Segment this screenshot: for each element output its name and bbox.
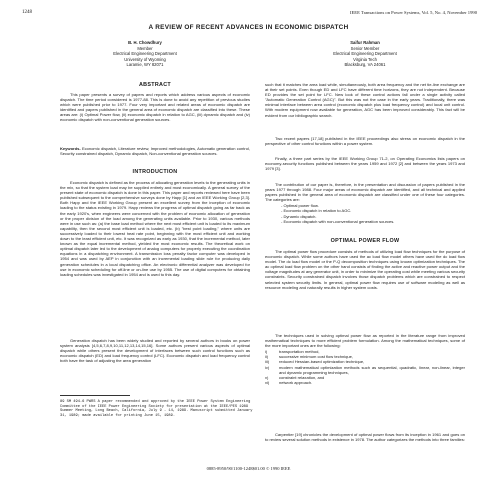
opf-body-1 — [265, 249, 465, 290]
author-name: Saifur Rahman — [350, 40, 380, 45]
page-number: 1248 — [22, 10, 32, 15]
opf-paragraph-2: The techniques used in solving optimal power flow as reported in the literature range from improved mathematical techniques to more efficient problem formulation. Among the mathematical techniques, some of the more important ones are the following: — [265, 333, 465, 349]
opf-heading: OPTIMAL POWER FLOW — [330, 238, 400, 244]
list-item: vi) network approach. — [265, 379, 313, 385]
right-column-p3 — [265, 156, 465, 171]
abstract-body — [60, 92, 250, 123]
opf-paragraph-3: Carpentier [19] chronicles the development of optimal power flows from its inception in 1961 and goes on to review several solution methods in existence in 1978. The author categorizes the methods into three families: — [265, 432, 465, 443]
keywords-block — [60, 146, 250, 156]
introduction-paragraph-1: Economic dispatch is defined as the process of allocating generation levels to the generating units in the mix, so that the system load may be supplied entirely and most economically. A general survey of the present state of economic dispatch is done in this paper. This paper and reports reviewed here have been published subsequent to the comprehensive surveys done by Happ [1] and an IEEE Working Group [2,3]. Both Happ and the IEEE Working Group present an excellent survey from the inception of economic loading to the status existing in 1979. Happ reviews the progress of optimal dispatch going as far back as the early 1920's, when engineers were concerned with the problem of economic allocation of generation or the proper division of the load among the generating units available. Prior to 1930, various methods were in use such as: (a) the base load method where the next most efficient unit is loaded to its maximum capability, then the second most efficient unit is loaded, etc. (b) "best point loading," where units are successively loaded to their lowest heat rate point, beginning with the most efficient unit and working down to the least efficient unit, etc. It was recognized as early as 1930, that the incremental method, later known as the equal incremental method, yielded the most economic results. The theoretical work on optimal dispatch later led to the development of analog computers for properly executing the coordination equations in a dispatching environment. A transmission loss penalty factor computer was developed in 1954 and was used by AEP in conjunction with an incremental loading slide rule for producing daily generation schedules in a local dispatching office. An electronic differential analyzer was developed for use in economic scheduling for off-line or on-line use by 1955. The use of digital computers for obtaining loading schedules was investigated in 1954 and is used to this day. — [60, 180, 250, 277]
list-item: - Dynamic dispatch. — [281, 213, 317, 219]
technique-list — [265, 349, 465, 385]
keywords-text: Economic dispatch, Literature review, Improved methodologies, Automatic generation control, Security constrained dispatch, Dynamic dispatch, Non-conventional generation sources. — [60, 146, 251, 157]
journal-header: IEEE Transactions on Power Systems, Vol. 5, No. 4, November 1990 — [349, 10, 477, 15]
list-item: - Optimal power flow. — [281, 203, 319, 209]
author-dept: Electrical Engineering Department — [333, 51, 397, 57]
introduction-body — [60, 180, 250, 277]
author-block-1 — [80, 40, 210, 68]
right-paragraph-2: Two recent papers [17,18] published in the IEEE proceedings also stress on economic dispatch in the perspective of other control functions within a power system. — [265, 136, 465, 147]
author-org: University of Wyoming — [124, 56, 166, 62]
right-column-top — [265, 82, 465, 118]
author-role: Member — [137, 45, 153, 51]
list-item: iv) modern mathematical optimization methods such as sequential, quadratic, linear, non-linear, integer and dynamic programming techniques, — [265, 364, 465, 375]
introduction-body-2 — [60, 338, 250, 363]
author-org: Virginia Tech — [353, 56, 377, 62]
category-list — [281, 203, 465, 223]
list-item: - Economic dispatch in relation to AGC. — [281, 208, 352, 214]
list-item: iii) reduced Hessian-based optimization technique, — [265, 359, 365, 365]
list-item: ii) successive minimum cost flow technique, — [265, 354, 353, 360]
right-column-p2 — [265, 136, 465, 146]
paper-title: A REVIEW OF RECENT ADVANCES IN ECONOMIC DISPATCH — [148, 24, 349, 31]
right-column-p4 — [265, 182, 465, 224]
author-location: Laramie, WY 82071 — [126, 62, 164, 68]
author-location: Blacksburg, VA 24061 — [344, 62, 386, 68]
author-dept: Electrical Engineering Department — [113, 51, 177, 57]
copyright-line: 0885-8950/90/1100-1248$01.00 © 1990 IEEE — [206, 466, 291, 471]
introduction-paragraph-2: Generation dispatch has been widely studied and reported by several authors in books on power system analysis [4,5,6,7,8,9,10,11,12,13,14,15,16]. Some authors present various aspects of optimal dispatch while others present the development of interfaces between such control functions such as economic dispatch (ED) and load frequency control (LFC). Economic dispatch and load frequency control both have the task of adjusting the area generation — [60, 338, 250, 364]
introduction-heading: INTRODUCTION — [132, 169, 178, 175]
author-block-2 — [300, 40, 430, 68]
opf-body-3 — [265, 432, 465, 442]
abstract-text: This paper presents a survey of papers and reports which address various aspects of economic dispatch. The time period considered is 1977-88. This is done to avoid any repetition of previous studies which were published prior to 1977. Four very important and related areas of economic dispatch are identified and papers published in the general area of economic dispatch are classified into these. These areas are: (i) Optimal Power flow, (ii) economic dispatch in relation to AGC, (iii) dynamic dispatch and (iv) economic dispatch with non-conventional generation sources. — [60, 92, 250, 123]
keywords-label: Keywords- — [60, 146, 81, 151]
abstract-heading: ABSTRACT — [138, 82, 172, 88]
right-paragraph-3: Finally, a three part series by the IEEE Working Group 71-2, on Operating Economics lists papers on economy-security functions published between the years 1959 and 1972 [2] and between the years 1973 and 1979 [3]. — [265, 156, 465, 172]
list-item: i) transportation method, — [265, 349, 320, 355]
list-item: - Economic dispatch with non-conventional generation sources. — [281, 218, 395, 224]
footnote: 89 SM 494-6 PWRS A paper recommended and approved by the IEEE Power System Engineering Committee of the IEEE Power Engineering Society for presentation at the IEEE/PES 1989 Summer Meeting, Long Beach, California, July 9 - 14, 1989. Manuscript submitted January 31, 1989; made available for printing June 15, 1989. — [60, 400, 253, 418]
author-name: B. H. Chowdhury — [128, 40, 162, 45]
opf-paragraph-1: The optimal power flow procedure consists of methods of utilizing load flow techniques for the purpose of economic dispatch. While some authors have used the ac load flow model others have used the dc load flow model. The dc load flow model or the P-Q decomposition techniques using known optimization techniques. The ac optimal load flow problem on the other hand consists of finding the active and reactive power output and the voltage magnitudes at any generator unit, in order to minimize the operating cost while meeting various security constraints. Security constrained dispatch involves those dispatch problems which are constrained to respect selected system security limits. In general, optimal power flow requires use of software modeling as well as resource modeling and naturally results in higher system costs. — [265, 249, 465, 290]
opf-body-2 — [265, 333, 465, 385]
right-paragraph-4: The contribution of our paper is, therefore, in the presentation and discussion of papers published in the years 1977 through 1988. Four major areas of economic dispatch are identified, and all technical and applied papers published in the general area of economic dispatch are classified under one of these four categories. The categories are: — [265, 182, 465, 203]
author-role: Senior Member — [350, 45, 380, 51]
list-item: v) constraint relaxation, and — [265, 374, 325, 380]
right-paragraph-1: such that it matches the area load while, simultaneously, both area frequency and the net tie-line exchange are at their set points. Even though ED and LFC have different time horizons, they are not independent. Because ED provides the set point for LFC. New look of these control actions fall under a single activity called "Automatic Generation Control (AGC)". But this was not the case in the early years. Traditionally, there was minimal interface between area control (economic dispatch plus load frequency control) and local unit control. With modern equipment now available for generation, AGC has been improved considerably. This fact will be evident from our bibliographic search. — [265, 82, 465, 118]
footnote-rule — [60, 395, 130, 396]
